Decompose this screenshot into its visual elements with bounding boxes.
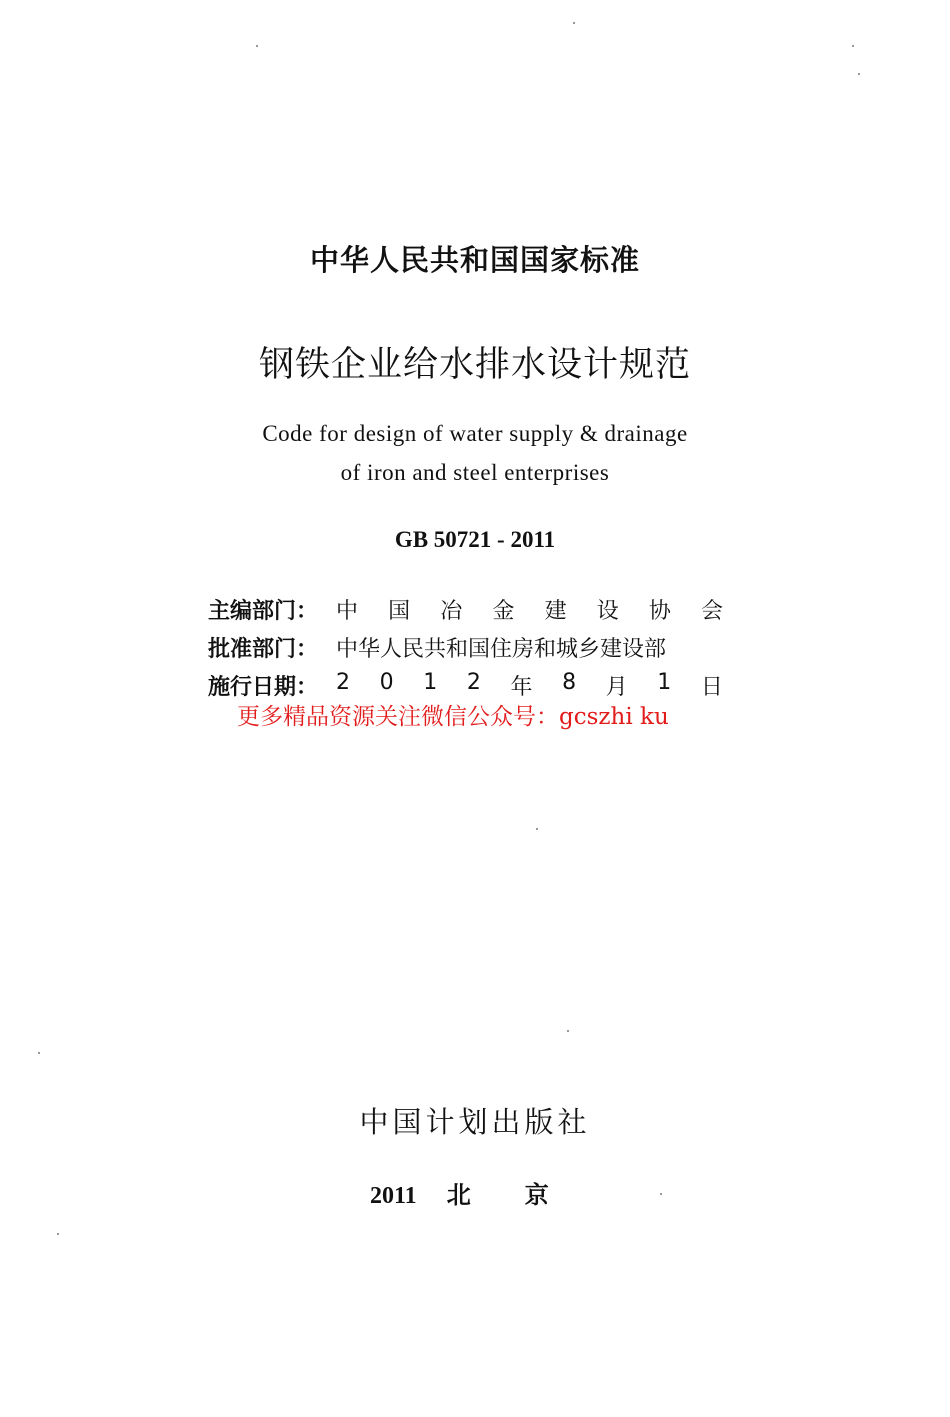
chief-editor-char: 中 (336, 599, 359, 624)
effective-date-char: 月 (605, 675, 628, 700)
title-english-line-1: Code for design of water supply & drainage (262, 421, 688, 446)
scan-speck (660, 1193, 662, 1195)
approval-dept-label: 批准部门： (208, 637, 319, 662)
chief-editor-char: 协 (648, 599, 671, 624)
publication-year-place (370, 1175, 549, 1210)
chief-editor-char: 金 (492, 599, 515, 624)
scan-speck (38, 1052, 40, 1054)
watermark-text: 更多精品资源关注微信公众号：gcszhi ku (237, 704, 669, 730)
effective-date-char: 2 (336, 670, 350, 695)
scan-speck (858, 73, 860, 75)
chief-editor-char: 冶 (440, 599, 463, 624)
scan-speck (536, 828, 538, 830)
publication-city-char: 京 (524, 1181, 549, 1209)
scan-speck (256, 45, 258, 47)
effective-date-char: 2 (466, 670, 481, 695)
effective-date-char: 8 (562, 670, 577, 695)
scan-speck (573, 22, 575, 24)
chief-editor-char: 会 (700, 599, 723, 624)
publication-year: 2011 (370, 1183, 417, 1209)
title-chinese: 钢铁企业给水排水设计规范 (258, 345, 691, 385)
approval-dept-row (208, 632, 723, 663)
effective-date-char: 年 (510, 675, 533, 700)
scan-speck (852, 45, 854, 47)
effective-date-row (208, 670, 723, 701)
effective-date-char: 1 (423, 670, 438, 695)
effective-date-char: 1 (657, 670, 672, 695)
effective-date-value (336, 670, 723, 701)
effective-date-char: 日 (700, 675, 723, 700)
effective-date-label: 施行日期： (208, 675, 319, 700)
chief-editor-label: 主编部门： (208, 599, 319, 624)
standard-category-heading: 中华人民共和国国家标准 (309, 243, 640, 277)
effective-date-char: 0 (379, 670, 394, 695)
chief-editor-char: 设 (596, 599, 619, 624)
chief-editor-char: 建 (544, 599, 567, 624)
chief-editor-row (208, 594, 723, 625)
approval-dept-value: 中华人民共和国住房和城乡建设部 (336, 637, 667, 662)
scan-speck (567, 1030, 569, 1032)
chief-editor-char: 国 (388, 599, 411, 624)
title-english-line-2: of iron and steel enterprises (340, 460, 610, 485)
scan-speck (57, 1233, 59, 1235)
publisher-name: 中国计划出版社 (359, 1105, 591, 1139)
publication-city-char: 北 (446, 1181, 471, 1209)
standard-number: GB 50721 - 2011 (394, 527, 556, 552)
chief-editor-value (336, 594, 723, 625)
